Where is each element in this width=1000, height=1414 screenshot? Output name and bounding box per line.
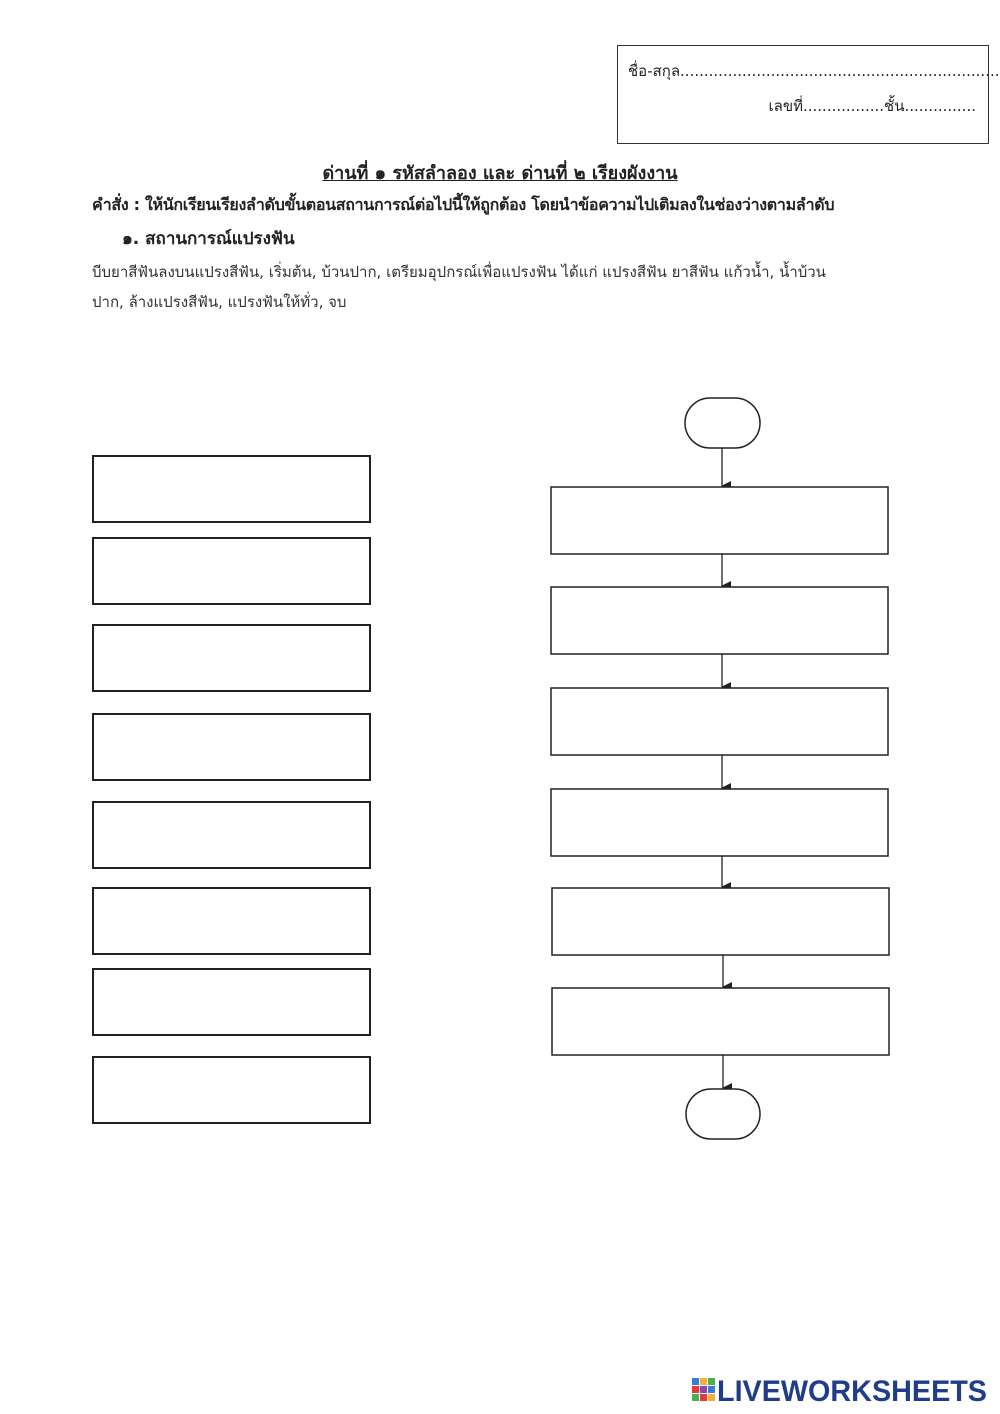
flowchart-step-5[interactable]: [552, 888, 889, 955]
flowchart-step-2[interactable]: [551, 587, 888, 654]
scenario-items-line-2: ปาก, ล้างแปรงสีฟัน, แปรงฟันให้ทั่ว, จบ: [92, 293, 347, 311]
flowchart-step-1[interactable]: [551, 487, 888, 554]
liveworksheets-logo: [692, 1375, 987, 1408]
flowchart-end-terminator[interactable]: [686, 1089, 760, 1139]
page-title: ด่านที่ ๑ รหัสลำลอง และ ด่านที่ ๒ เรียงผังงาน: [322, 163, 678, 184]
scenario-title: ๑. สถานการณ์แปรงฟัน: [122, 229, 295, 249]
instruction-text: คำสั่ง : ให้นักเรียนเรียงลำดับขั้นตอนสถานการณ์ต่อไปนี้ให้ถูกต้อง โดยนำข้อความไปเติมลงในช่องว่างตามลำดับ: [92, 195, 835, 214]
flowchart-step-3[interactable]: [551, 688, 888, 755]
flowchart-step-4[interactable]: [551, 789, 888, 856]
name-field[interactable]: ชื่อ-สกุล...................................................................: [628, 62, 1000, 80]
liveworksheets-logo-icon: [692, 1378, 715, 1401]
flowchart-step-6[interactable]: [552, 988, 889, 1055]
flowchart-start-terminator[interactable]: [685, 398, 760, 448]
scenario-items-line-1: บีบยาสีฟันลงบนแปรงสีฟัน, เริ่มต้น, บ้วนปาก, เตรียมอุปกรณ์เพื่อแปรงฟัน ได้แก่ แปรงสีฟัน ยาสีฟัน แก้วน้ำ, น้ำบ้วน: [92, 263, 826, 281]
number-class-field[interactable]: เลขที่.................ชั้น...............: [768, 97, 976, 115]
liveworksheets-logo-text: LIVEWORKSHEETS: [717, 1375, 987, 1408]
